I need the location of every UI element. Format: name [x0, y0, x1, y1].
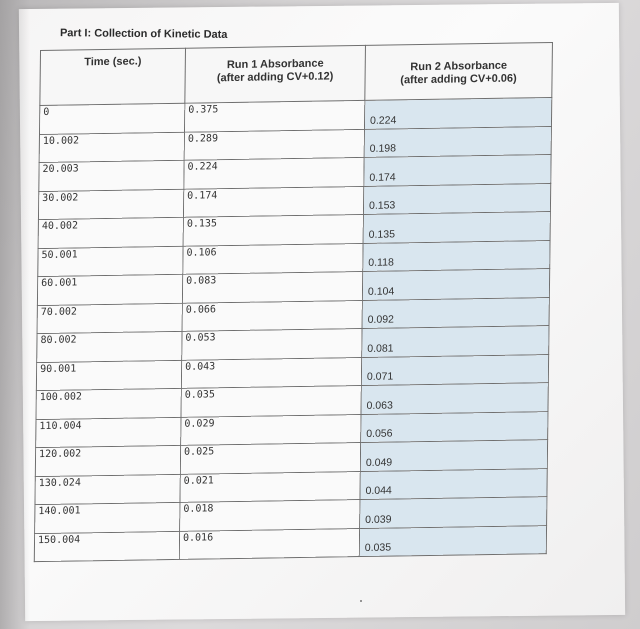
run2-absorbance-cell[interactable]: 0.153	[363, 183, 550, 214]
paper-speck	[360, 600, 362, 602]
run2-absorbance-cell[interactable]: 0.049	[360, 440, 547, 471]
run2-absorbance-cell[interactable]: 0.035	[359, 525, 546, 556]
run2-absorbance-cell[interactable]: 0.071	[361, 354, 548, 385]
time-header-label: Time (sec.)	[84, 55, 142, 69]
kinetic-data-table	[34, 42, 553, 562]
run2-column-header	[365, 42, 553, 100]
run2-absorbance-cell[interactable]: 0.092	[362, 297, 549, 328]
time-cell[interactable]: 30.002	[38, 189, 183, 220]
time-cell[interactable]: 10.002	[39, 132, 184, 163]
run1-absorbance-cell[interactable]: 0.021	[180, 471, 360, 502]
time-cell[interactable]: 100.002	[36, 388, 181, 419]
run2-absorbance-cell[interactable]: 0.104	[362, 269, 549, 300]
run2-absorbance-cell[interactable]: 0.198	[364, 126, 551, 157]
time-cell[interactable]: 70.002	[37, 303, 182, 334]
time-cell[interactable]: 120.002	[35, 445, 180, 476]
time-cell[interactable]: 130.024	[35, 474, 180, 505]
run1-header-subtitle: (after adding CV+0.12)	[216, 70, 334, 85]
time-column-header	[40, 48, 186, 105]
time-cell[interactable]: 40.002	[38, 217, 183, 248]
run1-absorbance-cell[interactable]: 0.016	[179, 528, 359, 559]
run1-absorbance-cell[interactable]: 0.025	[180, 443, 360, 474]
run1-absorbance-cell[interactable]: 0.289	[184, 129, 364, 160]
kinetic-data-table-wrapper	[34, 42, 552, 554]
time-cell[interactable]: 110.004	[36, 417, 181, 448]
run1-header-title: Run 1 Absorbance	[226, 57, 324, 72]
run2-absorbance-cell[interactable]: 0.118	[363, 240, 550, 271]
run1-absorbance-cell[interactable]: 0.066	[182, 300, 362, 331]
run1-absorbance-cell[interactable]: 0.029	[181, 414, 361, 445]
run2-absorbance-cell[interactable]: 0.039	[360, 497, 547, 528]
run1-absorbance-cell[interactable]: 0.035	[181, 386, 361, 417]
time-cell[interactable]: 20.003	[39, 160, 184, 191]
run1-column-header	[185, 45, 366, 103]
time-cell[interactable]: 150.004	[34, 531, 179, 562]
section-heading: Part I: Collection of Kinetic Data	[59, 27, 228, 41]
run2-absorbance-cell[interactable]: 0.063	[361, 383, 548, 414]
run2-header-title: Run 2 Absorbance	[410, 59, 508, 74]
time-cell[interactable]: 80.002	[37, 331, 182, 362]
time-cell[interactable]: 140.001	[35, 502, 180, 533]
run1-absorbance-cell[interactable]: 0.375	[184, 100, 364, 131]
run2-absorbance-cell[interactable]: 0.081	[362, 326, 549, 357]
run2-absorbance-cell[interactable]: 0.056	[361, 411, 548, 442]
run1-absorbance-cell[interactable]: 0.083	[182, 271, 362, 302]
run1-absorbance-cell[interactable]: 0.135	[183, 214, 363, 245]
run2-absorbance-cell[interactable]: 0.135	[363, 212, 550, 243]
time-cell[interactable]: 50.001	[38, 246, 183, 277]
time-cell[interactable]: 60.001	[37, 274, 182, 305]
time-cell[interactable]: 90.001	[36, 360, 181, 391]
run1-absorbance-cell[interactable]: 0.174	[183, 186, 363, 217]
run1-absorbance-cell[interactable]: 0.053	[182, 328, 362, 359]
run2-absorbance-cell[interactable]: 0.174	[364, 155, 551, 186]
photo-shadow	[0, 0, 30, 629]
run1-absorbance-cell[interactable]: 0.018	[180, 500, 360, 531]
table-body	[34, 97, 552, 561]
run1-absorbance-cell[interactable]: 0.043	[181, 357, 361, 388]
run2-absorbance-cell[interactable]: 0.044	[360, 468, 547, 499]
run2-header-subtitle: (after adding CV+0.06)	[400, 72, 517, 87]
run2-absorbance-cell[interactable]: 0.224	[364, 97, 551, 128]
run1-absorbance-cell[interactable]: 0.106	[183, 243, 363, 274]
table-header-row	[40, 42, 553, 105]
run1-absorbance-cell[interactable]: 0.224	[184, 157, 364, 188]
time-cell[interactable]: 0	[40, 103, 185, 134]
